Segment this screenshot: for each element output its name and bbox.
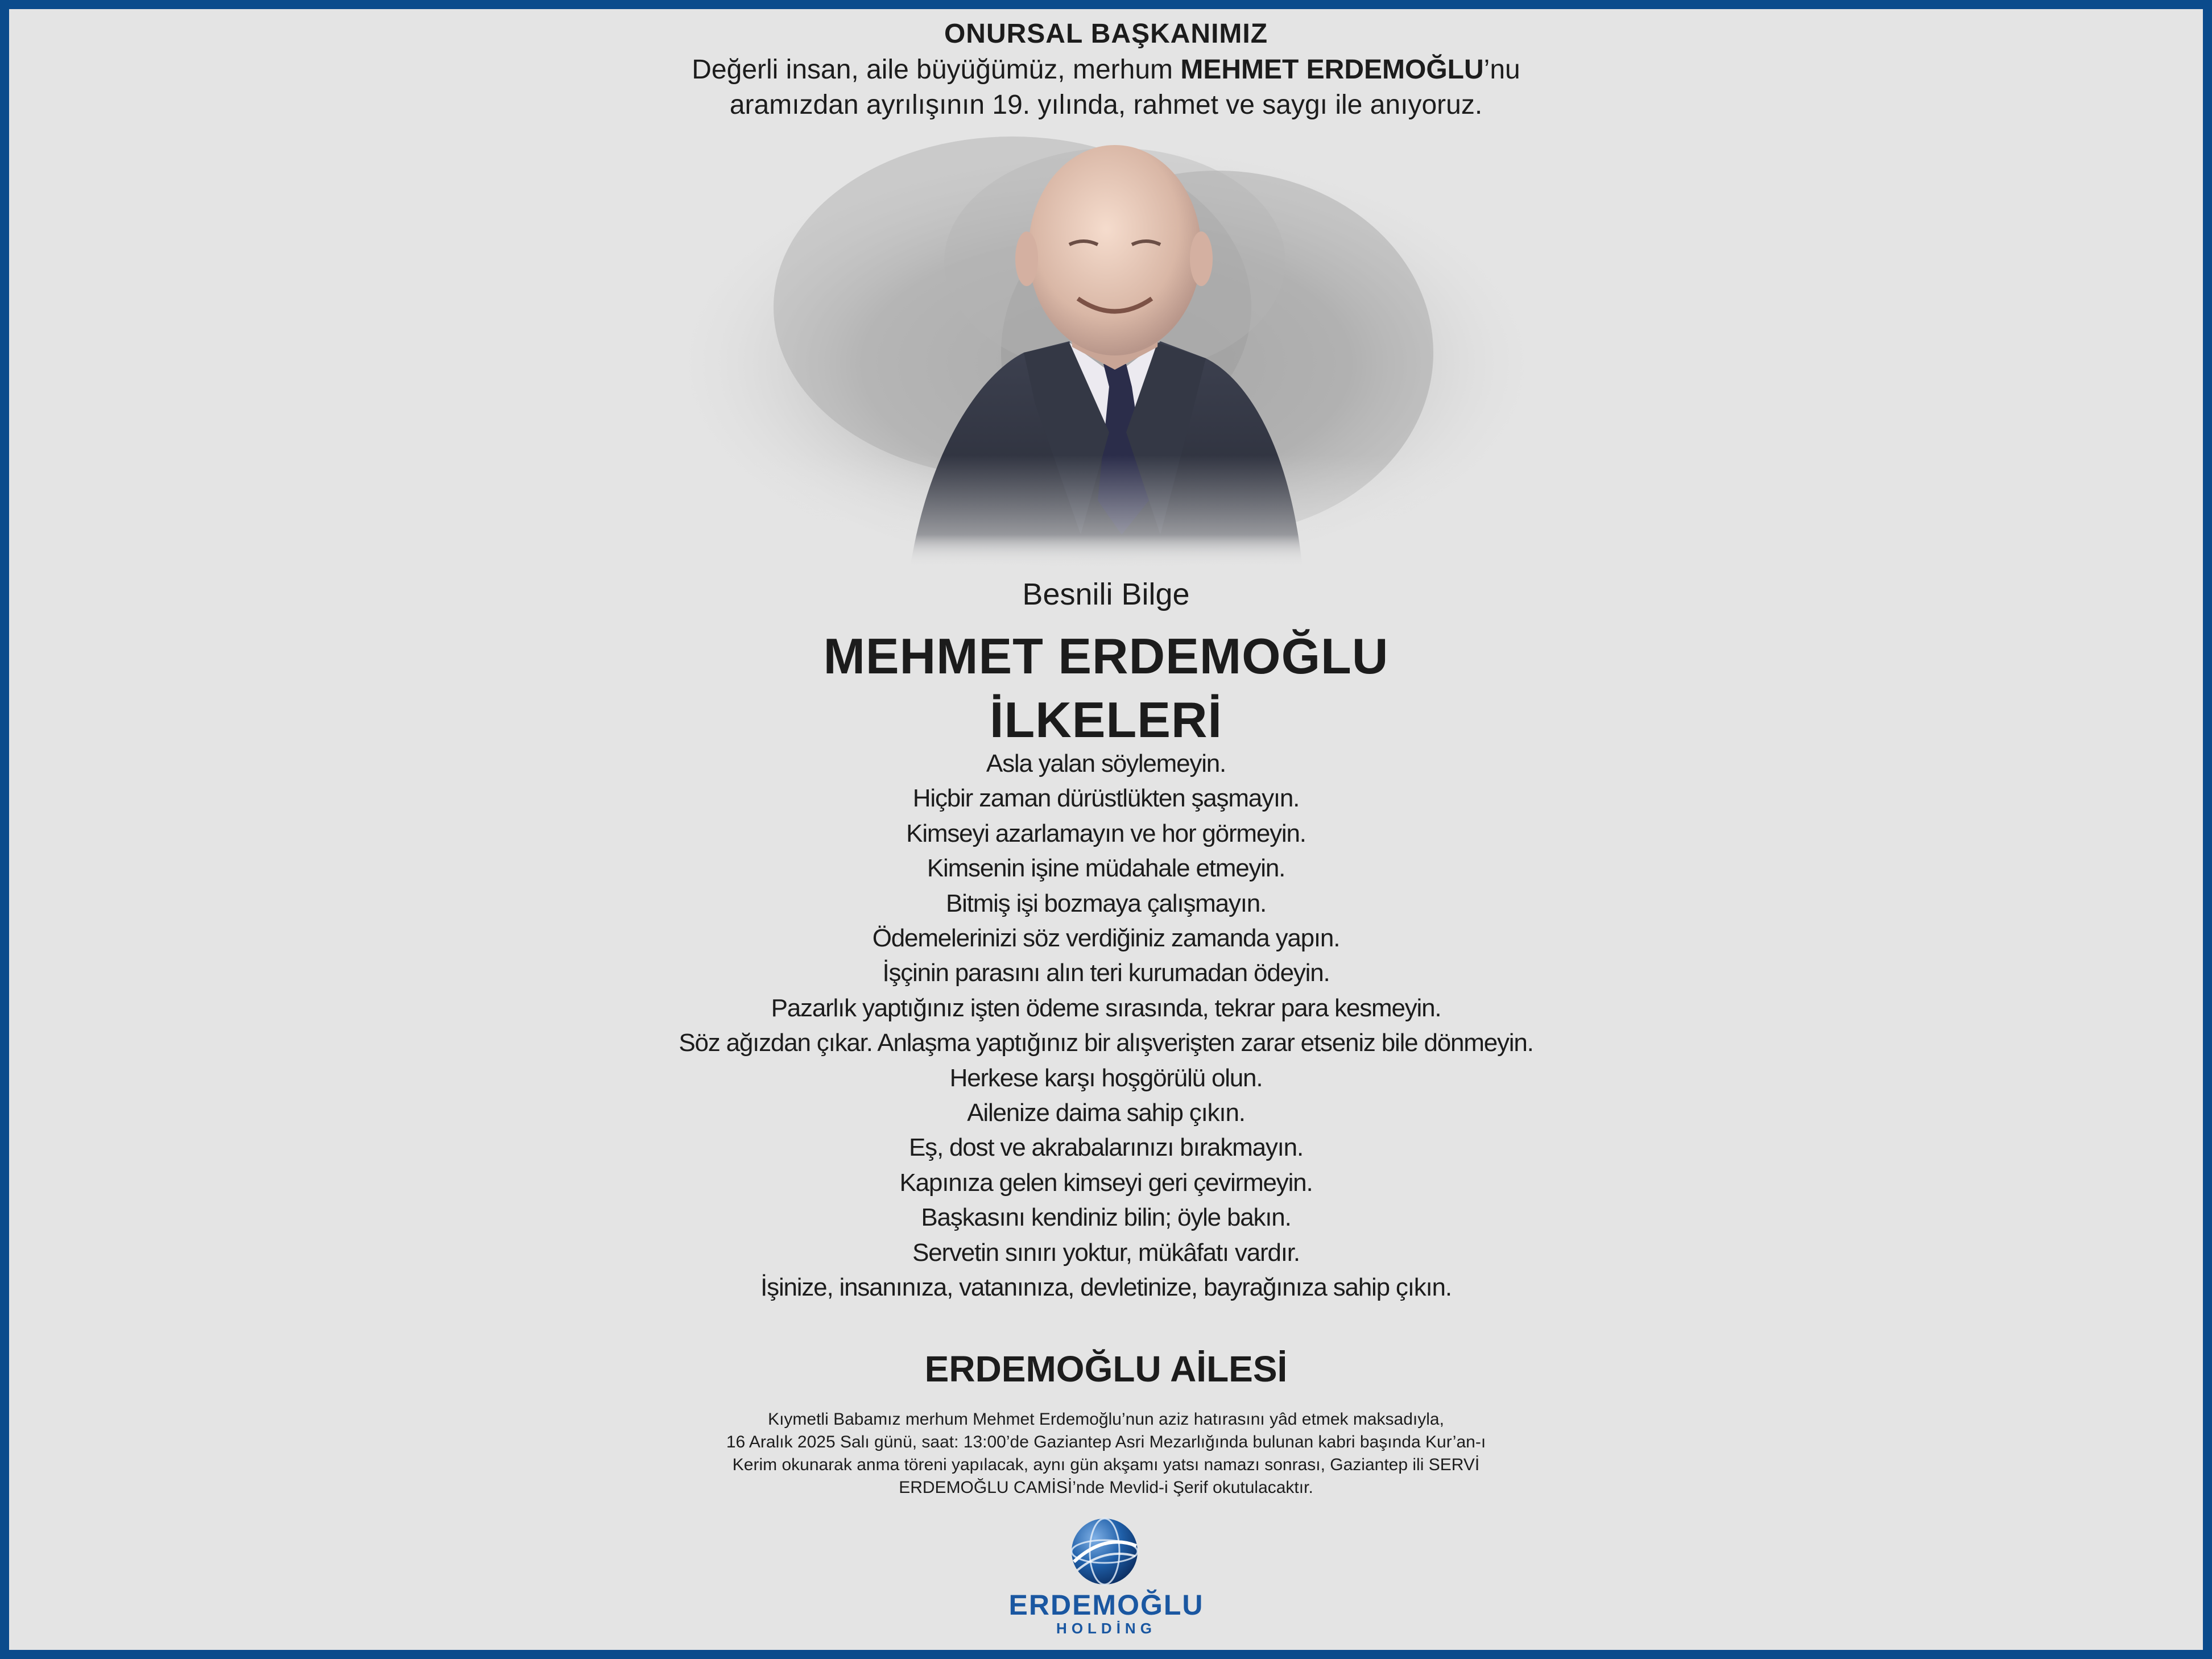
logo-name: ERDEMOĞLU	[1008, 1589, 1204, 1621]
main-title	[0, 624, 2212, 752]
principle-item: İşinize, insanınıza, vatanınıza, devletinize, bayrağınıza sahip çıkın.	[760, 1273, 1452, 1302]
family-signature: ERDEMOĞLU AİLESİ	[924, 1348, 1288, 1389]
header-title: ONURSAL BAŞKANIMIZ	[944, 19, 1268, 49]
principle-item: İşçinin parasını alın teri kurumadan ödeyin.	[882, 959, 1330, 987]
header-line-1	[0, 52, 2212, 88]
header-line-1-suffix: ’nu	[1483, 55, 1520, 85]
ceremony-notice	[683, 1408, 1529, 1499]
portrait-photo	[660, 136, 1553, 591]
principle-item: Kapınıza gelen kimseyi geri çevirmeyin.	[899, 1168, 1313, 1197]
principle-item: Kimsenin işine müdahale etmeyin.	[927, 854, 1285, 883]
main-title-line-1: MEHMET ERDEMOĞLU	[823, 628, 1389, 684]
notice-line-4: ERDEMOĞLU CAMİSİ’nde Mevlid-i Şerif okutulacaktır.	[899, 1478, 1313, 1497]
notice-line-1: Kıymetli Babamız merhum Mehmet Erdemoğlu’nun aziz hatırasını yâd etmek maksadıyla,	[768, 1410, 1444, 1429]
principle-item: Kimseyi azarlamayın ve hor görmeyin.	[906, 819, 1306, 847]
principle-item: Ödemelerinizi söz verdiğiniz zamanda yapın.	[872, 924, 1340, 953]
header	[0, 16, 2212, 123]
principle-item: Hiçbir zaman dürüstlükten şaşmayın.	[912, 784, 1300, 813]
logo-subtitle: HOLDİNG	[1056, 1620, 1156, 1637]
header-line-1-prefix: Değerli insan, aile büyüğümüz, merhum	[692, 55, 1181, 85]
globe-icon	[1069, 1516, 1140, 1587]
principle-item: Pazarlık yaptığınız işten ödeme sırasında, tekrar para kesmeyin.	[771, 994, 1441, 1022]
notice-line-2: 16 Aralık 2025 Salı günü, saat: 13:00’de Gaziantep Asri Mezarlığında bulunan kabri başında Kur’an-ı	[726, 1433, 1486, 1451]
main-title-line-2: İLKELERİ	[990, 692, 1222, 748]
header-line-1-name: MEHMET ERDEMOĞLU	[1180, 55, 1484, 85]
principle-item: Asla yalan söylemeyin.	[986, 750, 1226, 777]
principle-item: Söz ağızdan çıkar. Anlaşma yaptığınız bir alışverişten zarar etseniz bile dönmeyin.	[679, 1029, 1533, 1057]
principle-item: Eş, dost ve akrabalarınızı bırakmayın.	[909, 1133, 1303, 1162]
principles-list	[0, 746, 2212, 1305]
company-logo	[990, 1516, 1223, 1647]
subtitle: Besnili Bilge	[1022, 577, 1190, 611]
principle-item: Herkese karşı hoşgörülü olun.	[949, 1064, 1263, 1092]
principle-item: Bitmiş işi bozmaya çalışmayın.	[945, 889, 1267, 917]
principle-item: Başkasını kendiniz bilin; öyle bakın.	[921, 1203, 1291, 1232]
principle-item: Servetin sınırı yoktur, mükâfatı vardır.	[912, 1238, 1300, 1267]
notice-line-3: Kerim okunarak anma töreni yapılacak, aynı gün akşamı yatsı namazı sonrası, Gaziantep ili SERVİ	[732, 1455, 1480, 1474]
header-line-2: aramızdan ayrılışının 19. yılında, rahmet ve saygı ile anıyoruz.	[729, 90, 1483, 120]
principle-item: Ailenize daima sahip çıkın.	[967, 1099, 1245, 1127]
